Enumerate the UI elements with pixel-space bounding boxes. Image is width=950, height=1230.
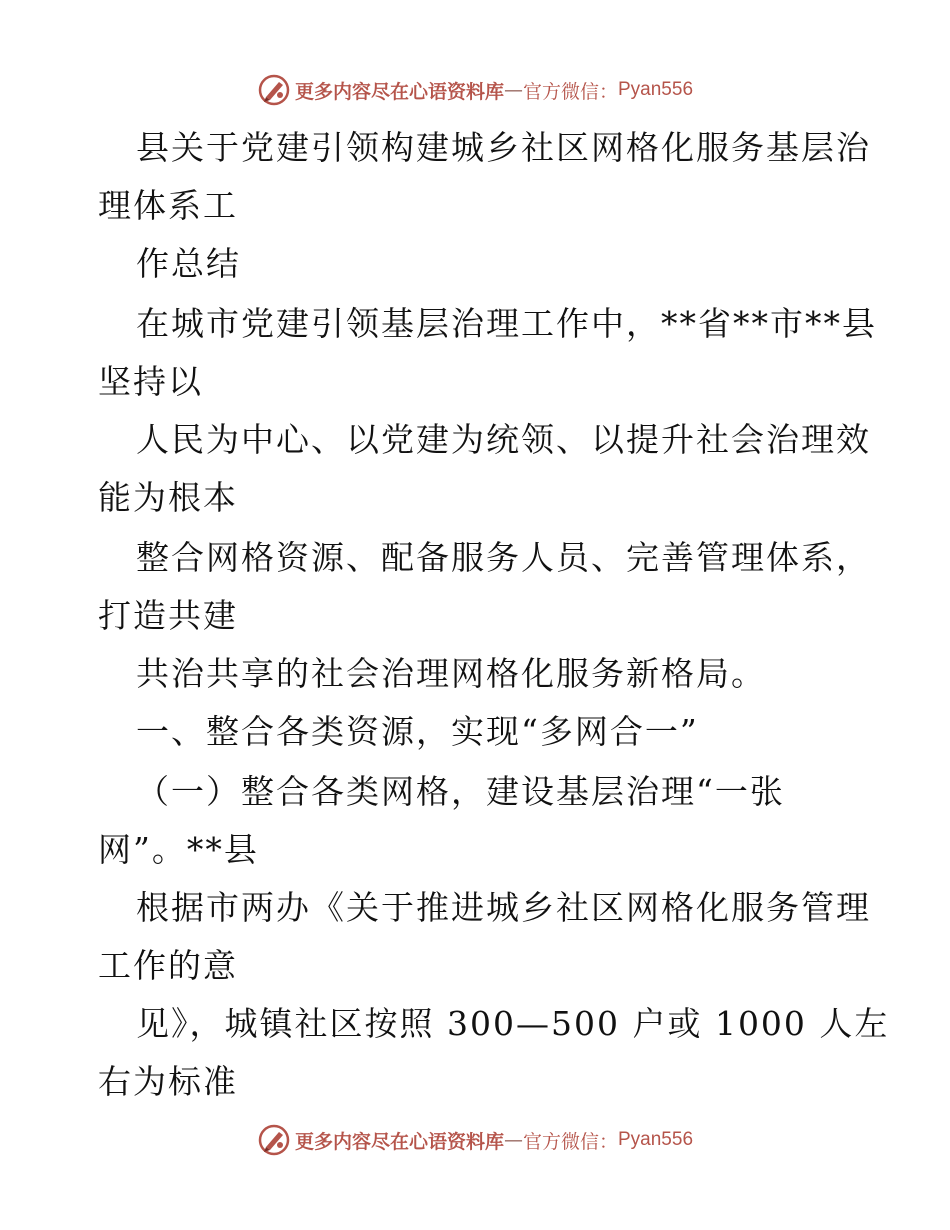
text-line: 坚持以: [98, 362, 203, 401]
text-line: 人民为中心、以党建为统领、以提升社会治理效: [136, 420, 871, 459]
text-line: 能为根本: [98, 478, 238, 517]
text-line: 右为标准: [98, 1062, 238, 1101]
text-line: 在城市党建引领基层治理工作中，**省**市**县: [136, 304, 877, 343]
watermark-text: 更多内容尽在心语资料库: [294, 1130, 504, 1153]
watermark-wechat-id: Pyan556: [618, 79, 694, 100]
watermark-wechat-label: 官方微信：: [522, 80, 618, 103]
text-line: 共治共享的社会治理网格化服务新格局。: [136, 654, 766, 693]
watermark-wechat-id: Pyan556: [618, 1129, 694, 1150]
text-line: 根据市两办《关于推进城乡社区网格化服务管理: [136, 888, 871, 927]
text-line: 见》，城镇社区按照 300—500 户或 1000 人左: [136, 1004, 890, 1043]
pen-logo-icon: [257, 1123, 291, 1157]
text-line: 县关于党建引领构建城乡社区网格化服务基层治: [136, 128, 871, 167]
watermark-dash: —: [503, 1129, 523, 1151]
text-line: 作总结: [136, 244, 241, 283]
watermark-text: 更多内容尽在心语资料库: [294, 80, 504, 103]
footer-watermark: [0, 1122, 950, 1158]
text-line: 整合网格资源、配备服务人员、完善管理体系，: [136, 538, 871, 577]
text-line: 工作的意: [98, 946, 238, 985]
text-line: 理体系工: [98, 186, 238, 225]
watermark-wechat-label: 官方微信：: [522, 1130, 618, 1153]
text-line: 网”。**县: [98, 830, 259, 869]
watermark-dash: —: [503, 79, 523, 101]
subsection-heading: （一）整合各类网格，建设基层治理“一张: [136, 772, 785, 811]
text-line: 打造共建: [98, 596, 238, 635]
section-heading: 一、整合各类资源，实现“多网合一”: [136, 712, 699, 751]
